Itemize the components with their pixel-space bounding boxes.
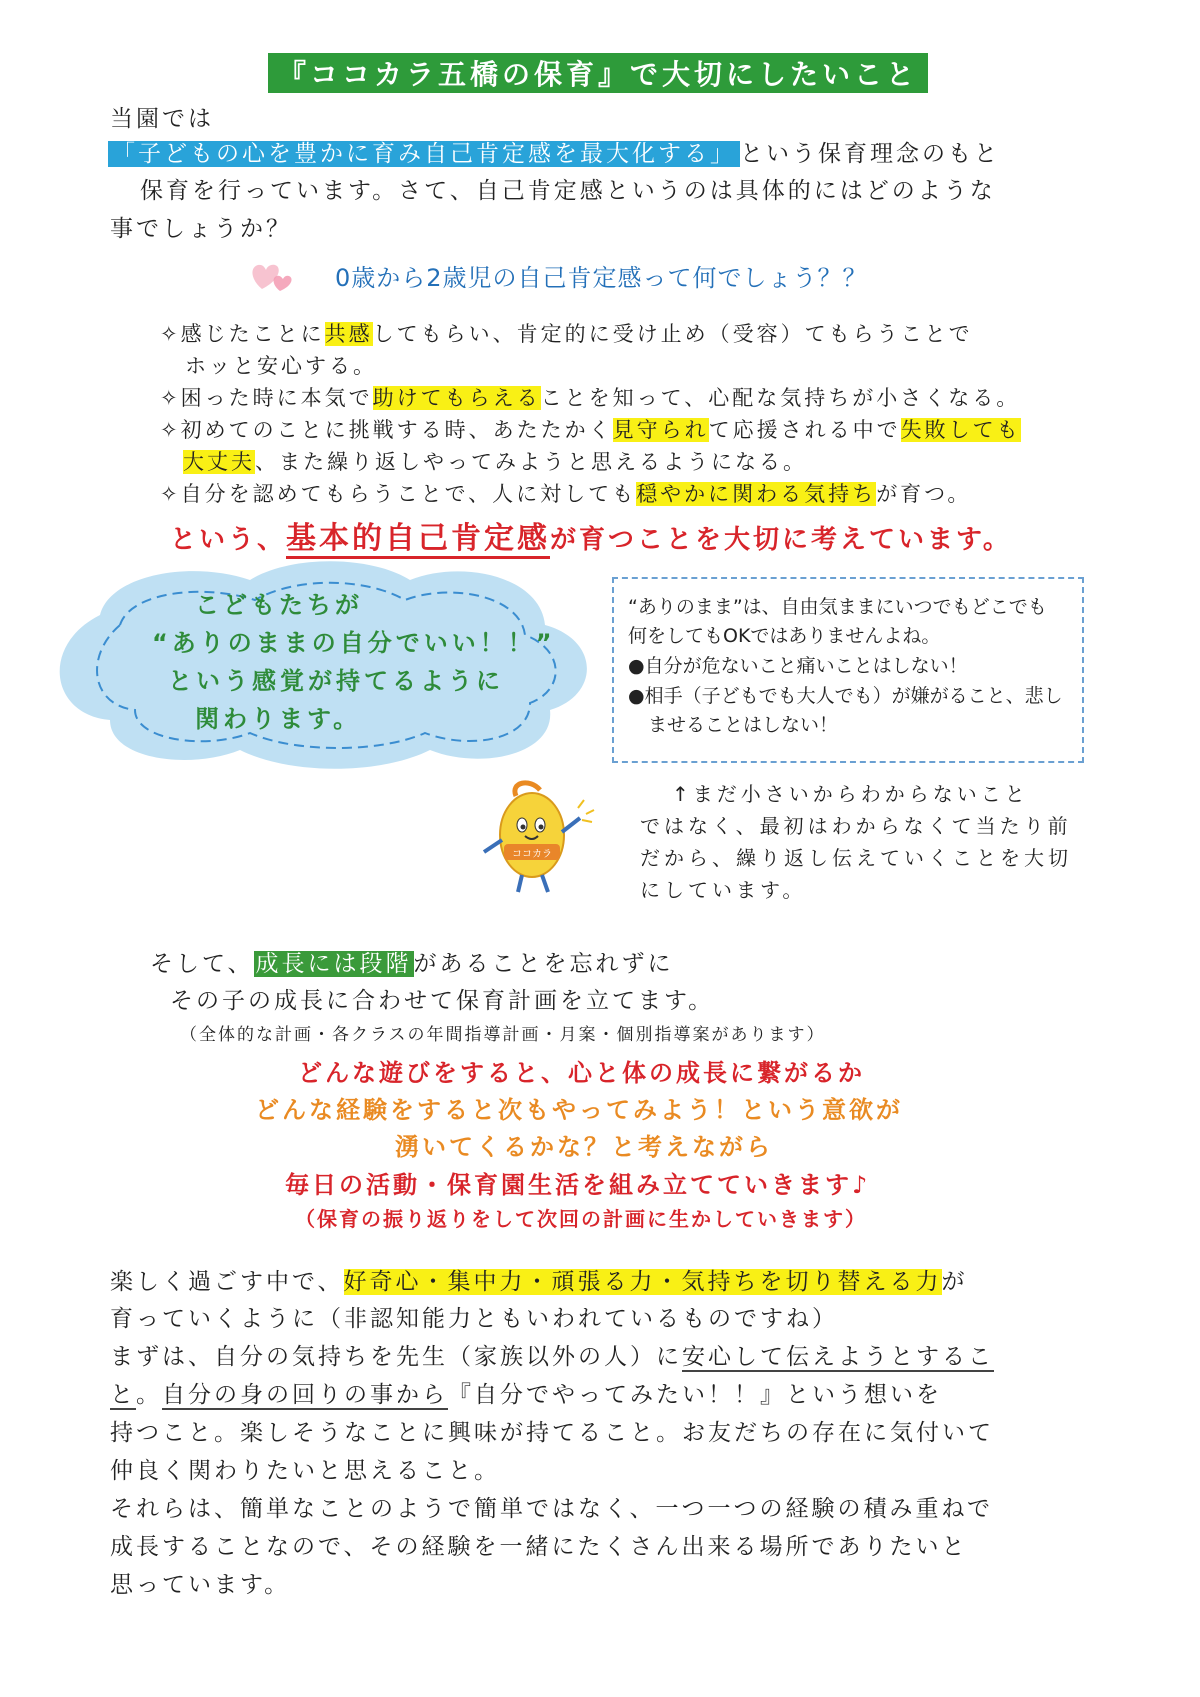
growth-highlight: 成長には段階 xyxy=(255,951,412,977)
mascot-label: ココカラ xyxy=(512,849,552,860)
cloud-line-4: 関わります。 xyxy=(195,705,362,733)
bullet-1-highlight: 共感 xyxy=(324,322,373,346)
bullet-3-cont-highlight: 大丈夫 xyxy=(183,450,255,474)
growth-red-1: どんな遊びをすると、心と体の成長に繋がるか xyxy=(298,1059,865,1087)
closing-line-5: 持つこと。楽しそうなことに興味が持てること。お友だちの存在に気付いて xyxy=(110,1420,994,1446)
closing-line-2: 育っていくように（非認知能力ともいわれているものですね） xyxy=(110,1306,838,1332)
bullet-2 xyxy=(160,382,1020,412)
closing-line-1 xyxy=(110,1263,968,1296)
bullet-4 xyxy=(160,478,971,508)
bullet-3 xyxy=(160,414,1021,444)
cloud-line-3: という感覚が持てるように xyxy=(168,667,504,695)
bullet-1-cont: ホッと安心する。 xyxy=(185,354,377,378)
bullet-2-pre: ✧困った時に本気で xyxy=(160,386,373,410)
note-line-2: 何をしてもOKではありませんよね。 xyxy=(628,625,941,647)
closing-4-underline-1: と xyxy=(110,1382,136,1408)
closing-line-9: 思っています。 xyxy=(110,1572,291,1598)
closing-3-underline: 安心して伝えようとするこ xyxy=(682,1344,994,1370)
note-line-1: “ありのまま”は、自由気ままにいつでもどこでも xyxy=(628,596,1047,618)
bullet-1 xyxy=(160,318,973,348)
bullet-3-cont xyxy=(183,446,807,476)
bullet-2-highlight: 助けてもらえる xyxy=(372,386,541,410)
closing-line-3 xyxy=(110,1338,994,1371)
growth-red-2: 毎日の活動・保育園生活を組み立てていきます♪ xyxy=(285,1171,871,1199)
side-note-3: だから、繰り返し伝えていくことを大切 xyxy=(640,846,1072,870)
bullet-1-post: してもらい、肯定的に受け止め（受容）てもらうことで xyxy=(372,322,973,346)
growth-red-3: （保育の振り返りをして次回の計画に生かしていきます） xyxy=(295,1207,867,1231)
closing-1-pre: 楽しく過ごす中で、 xyxy=(110,1269,344,1295)
growth-orange-1: どんな経験をすると次もやってみよう！という意欲が xyxy=(255,1096,903,1124)
side-note-4: にしています。 xyxy=(640,878,807,902)
bullet-3-highlight: 見守られ xyxy=(612,418,709,442)
bullet-4-pre: ✧自分を認めてもらうことで、人に対しても xyxy=(160,482,637,506)
bullet-3-post: て応援される中で xyxy=(708,418,901,442)
cloud-line-1: こどもたちが xyxy=(195,591,363,619)
red-statement-pre: という、 xyxy=(170,525,287,555)
side-note-1: ↑まだ小さいからわからないこと xyxy=(672,782,1029,806)
closing-1-post: が xyxy=(941,1269,968,1295)
intro-line-2-rest: という保育理念のもと xyxy=(740,141,1000,167)
closing-line-6: 仲良く関わりたいと思えること。 xyxy=(110,1458,500,1484)
note-line-4: ●相手（子どもでも大人でも）が嫌がること、悲し xyxy=(628,685,1063,707)
note-line-3: ●自分が危ないこと痛いことはしない！ xyxy=(628,655,968,677)
growth-post: があることを忘れずに xyxy=(413,951,674,977)
hearts-icon xyxy=(248,255,298,295)
bullet-4-post: が育つ。 xyxy=(876,482,972,506)
bullet-3-highlight-2: 失敗しても xyxy=(900,418,1021,442)
cloud-line-2: “ありのままの自分でいい！！” xyxy=(152,629,556,657)
bullet-4-highlight: 穏やかに関わる気持ち xyxy=(636,482,877,506)
closing-line-7: それらは、簡単なことのようで簡単ではなく、一つ一つの経験の積み重ねで xyxy=(110,1496,993,1522)
closing-line-4 xyxy=(110,1376,942,1409)
red-statement xyxy=(170,513,1012,557)
closing-line-8: 成長することなので、その経験を一緒にたくさん出来る場所でありたいと xyxy=(110,1534,968,1560)
intro-line-1: 当園では xyxy=(110,106,214,132)
intro-line-4: 事でしょうか？ xyxy=(110,216,292,242)
intro-line-3: 保育を行っています。さて、自己肯定感というのは具体的にはどのような xyxy=(140,178,996,204)
growth-orange-2: 湧いてくるかな？と考えながら xyxy=(395,1133,773,1161)
red-statement-key: 基本的自己肯定感 xyxy=(286,521,550,559)
growth-line-1 xyxy=(150,945,674,978)
growth-line-2: その子の成長に合わせて保育計画を立てます。 xyxy=(170,988,715,1014)
red-statement-post: が育つことを大切に考えています。 xyxy=(550,525,1012,555)
subheading: 0歳から2歳児の自己肯定感って何でしょう？？ xyxy=(335,264,868,292)
page-title: 『ココカラ五橋の保育』で大切にしたいこと xyxy=(268,53,928,93)
intro-line-2 xyxy=(108,135,1000,168)
bullet-3-pre: ✧初めてのことに挑戦する時、あたたかく xyxy=(160,418,613,442)
closing-4-underline-2: 自分の身の回りの事から xyxy=(162,1382,448,1408)
closing-4-mid: 。 xyxy=(136,1382,162,1408)
closing-1-highlight: 好奇心・集中力・頑張る力・気持ちを切り替える力 xyxy=(343,1269,942,1295)
bullet-1-pre: ✧感じたことに xyxy=(160,322,325,346)
side-note-2: ではなく、最初はわからなくて当たり前 xyxy=(640,814,1072,838)
closing-3-pre: まずは、自分の気持ちを先生（家族以外の人）に xyxy=(110,1344,682,1370)
bullet-3-cont-post: 、また繰り返しやってみようと思えるようになる。 xyxy=(255,450,807,474)
note-line-5: ませることはしない！ xyxy=(648,714,839,736)
philosophy-highlight: 「子どもの心を豊かに育み自己肯定感を最大化する」 xyxy=(108,141,740,167)
closing-4-post: 『自分でやってみたい！！』という想いを xyxy=(448,1382,942,1408)
growth-pre: そして、 xyxy=(150,951,254,977)
bullet-2-post: ことを知って、心配な気持ちが小さくなる。 xyxy=(540,386,1021,410)
growth-paren: （全体的な計画・各クラスの年間指導計画・月案・個別指導案があります） xyxy=(180,1025,826,1045)
mascot-icon xyxy=(470,770,600,900)
